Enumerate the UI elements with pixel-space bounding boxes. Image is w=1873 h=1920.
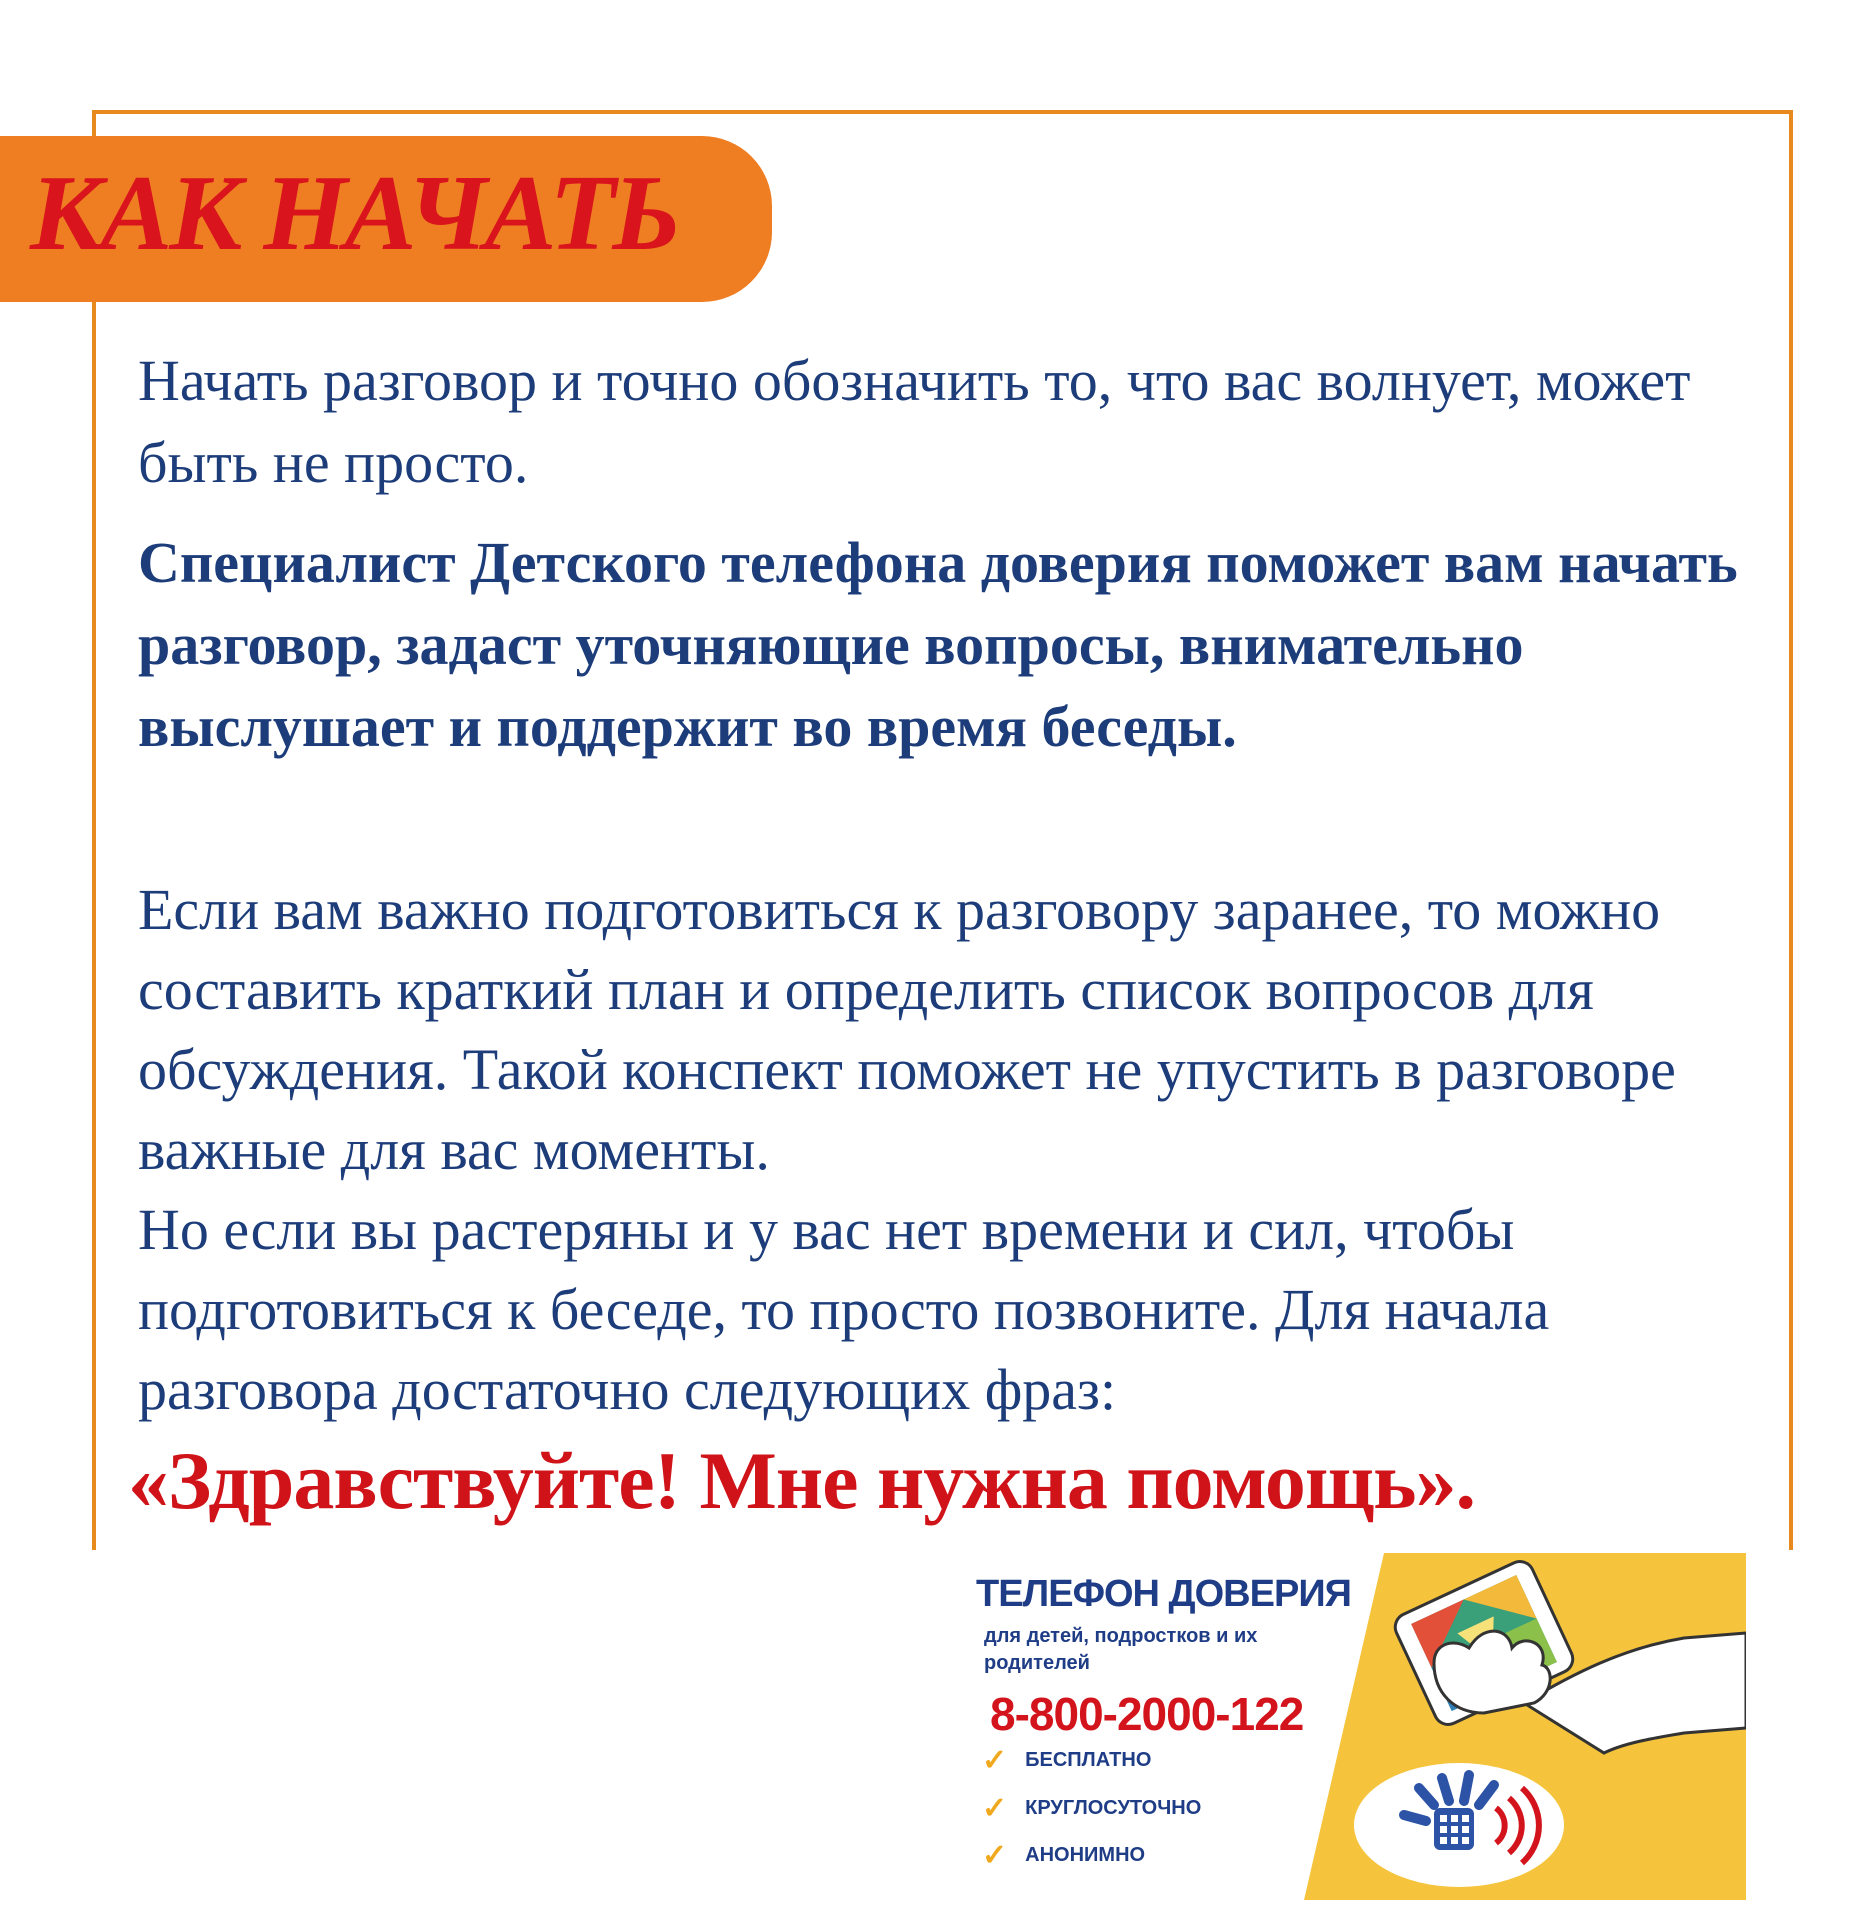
- phone-logo-icon: [1354, 1763, 1564, 1887]
- helpline-banner: [964, 1553, 1746, 1900]
- page-title: КАК НАЧАТЬ: [30, 154, 678, 273]
- checkmark-icon: ✓: [982, 1791, 1008, 1825]
- feature-label: КРУГЛОСУТОЧНО: [1025, 1797, 1202, 1819]
- checkmark-icon: ✓: [982, 1743, 1008, 1777]
- feature-free: [982, 1745, 1151, 1776]
- paragraph-preparation: Если вам важно подготовиться к разговору заранее, то можно составить краткий план и определить список вопросов для обсуждения. Такой конспект поможет не упустить в разговоре важные для вас моменты.: [138, 877, 1676, 1182]
- banner-subtitle: для детей, подростков и их родителей: [984, 1625, 1258, 1674]
- feature-24-7: [982, 1793, 1201, 1824]
- helpline-phone-number: 8-800-2000-122: [990, 1688, 1304, 1740]
- feature-label: БЕСПЛАТНО: [1025, 1749, 1152, 1771]
- paragraph-call: Но если вы растеряны и у вас нет времени и сил, чтобы подготовиться к беседе, то просто позвоните. Для начала разговора достаточно следующих фраз:: [138, 1197, 1550, 1422]
- paragraph-intro: Начать разговор и точно обозначить то, что вас волнует, может быть не просто.: [138, 348, 1691, 495]
- banner-title: ТЕЛЕФОН ДОВЕРИЯ: [976, 1573, 1351, 1615]
- checkmark-icon: ✓: [982, 1838, 1008, 1872]
- paragraph-specialist: Специалист Детского телефона доверия поможет вам начать разговор, задаст уточняющие вопросы, внимательно выслушает и поддержит во время беседы.: [138, 530, 1738, 759]
- feature-anonymous: [982, 1840, 1145, 1871]
- feature-label: АНОНИМНО: [1025, 1844, 1146, 1866]
- key-phrase: «Здравствуйте! Мне нужна помощь».: [128, 1435, 1475, 1526]
